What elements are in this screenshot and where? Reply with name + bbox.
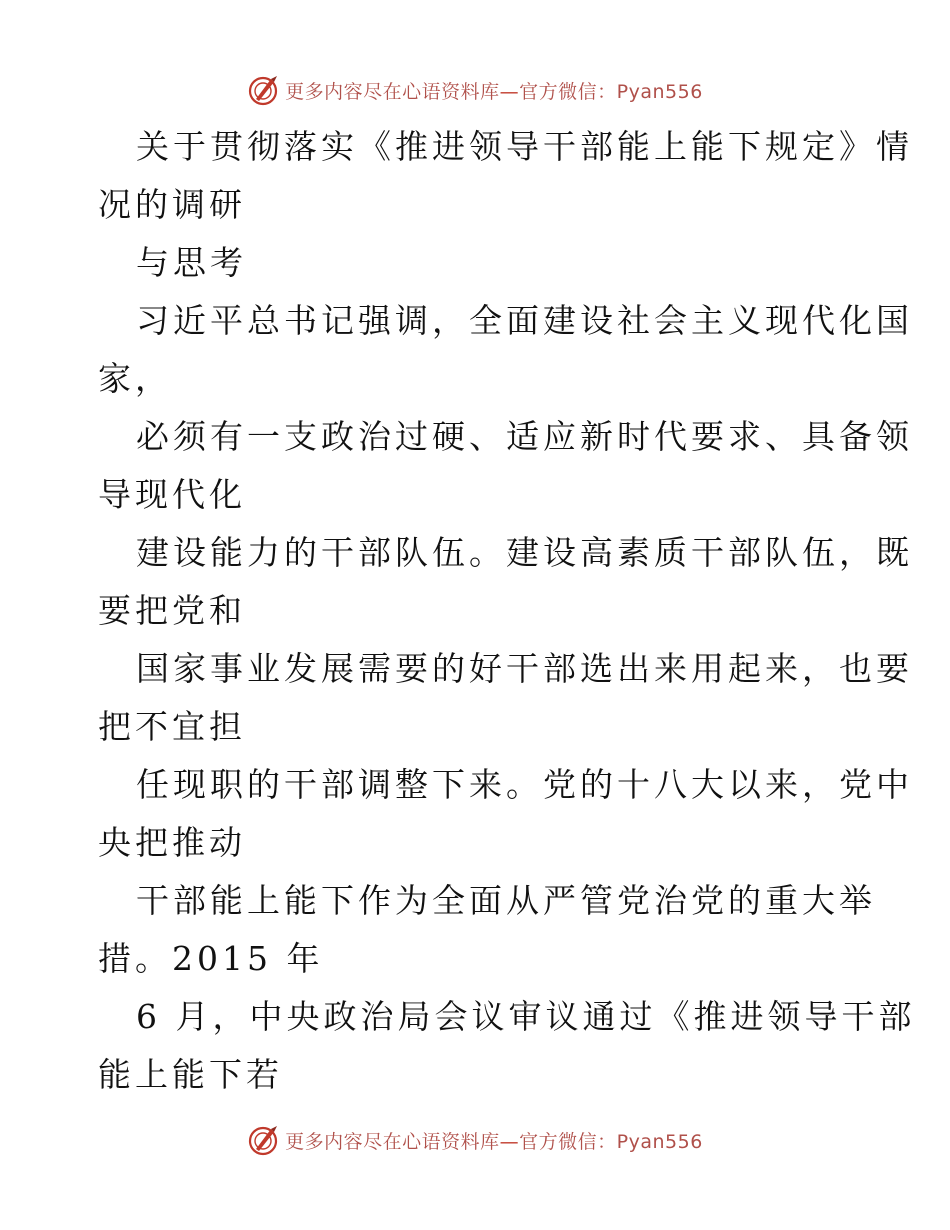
paragraph-line: 干部能上能下作为全面从严管党治党的重大举: [136, 881, 876, 920]
watermark-header: [0, 72, 950, 108]
paragraph-line: 要把党和: [98, 591, 246, 630]
title-line-2: 况的调研: [98, 185, 246, 224]
title-line-3: 与思考: [136, 243, 247, 282]
paragraph-line: 6 月，中央政治局会议审议通过《推进领导干部: [136, 997, 916, 1036]
paragraph-line: 建设能力的干部队伍。建设高素质干部队伍，既: [136, 533, 913, 572]
title-line-1: 关于贯彻落实《推进领导干部能上能下规定》情: [136, 127, 913, 166]
quill-logo-icon: [247, 73, 281, 107]
document-body: [98, 118, 916, 1104]
watermark-text: [285, 1127, 703, 1154]
paragraph-line: 导现代化: [98, 475, 246, 514]
watermark-separator: —: [499, 1130, 520, 1153]
watermark-footer: [0, 1122, 950, 1158]
paragraph-line: 家，: [98, 359, 172, 398]
paragraph-line: 把不宜担: [98, 707, 246, 746]
watermark-main-text: 更多内容尽在心语资料库: [285, 80, 500, 103]
paragraph-line: 必须有一支政治过硬、适应新时代要求、具备领: [136, 417, 913, 456]
paragraph-line: 国家事业发展需要的好干部选出来用起来，也要: [136, 649, 913, 688]
watermark-wechat-text: 官方微信：Pyan556: [519, 80, 703, 103]
watermark-separator: —: [499, 80, 520, 103]
watermark-text: [285, 77, 703, 104]
watermark-wechat-text: 官方微信：Pyan556: [519, 1130, 703, 1153]
paragraph-line: 央把推动: [98, 823, 246, 862]
quill-logo-icon: [247, 1123, 281, 1157]
paragraph-line: 习近平总书记强调，全面建设社会主义现代化国: [136, 301, 913, 340]
paragraph-line: 措。2015 年: [98, 939, 324, 978]
watermark-main-text: 更多内容尽在心语资料库: [285, 1130, 500, 1153]
paragraph-line: 能上能下若: [98, 1055, 283, 1094]
paragraph-line: 任现职的干部调整下来。党的十八大以来，党中: [136, 765, 913, 804]
